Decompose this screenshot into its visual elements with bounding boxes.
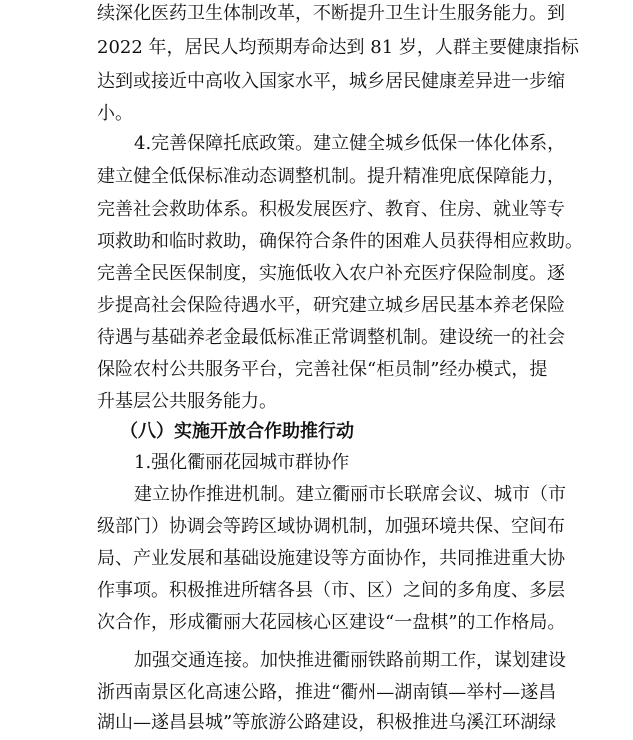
text-line-20-content: 次合作，形成衢丽大花园核心区建设“一盘棋”的工作格局。 bbox=[97, 612, 566, 633]
subsection-heading-text: 1.强化衢丽花园城市群协作 bbox=[134, 452, 350, 473]
text-line-4 bbox=[0, 97, 633, 131]
text-line-7 bbox=[0, 193, 633, 227]
text-line-5 bbox=[0, 127, 633, 161]
text-line-23-content: 湖山—遂昌县城”等旅游公路建设，积极推进乌溪江环湖绿 bbox=[97, 712, 557, 733]
text-line-20 bbox=[0, 606, 633, 640]
text-line-8 bbox=[0, 225, 633, 259]
text-line-10-content: 步提高社会保险待遇水平，研究建立城乡居民基本养老保险 bbox=[97, 295, 565, 316]
text-line-3 bbox=[0, 65, 633, 99]
text-line-19 bbox=[0, 574, 633, 608]
text-line-10 bbox=[0, 289, 633, 323]
section-heading-text: （八）实施开放合作助推行动 bbox=[120, 421, 354, 442]
text-line-1-content: 续深化医药卫生体制改革，不断提升卫生计生服务能力。到 bbox=[97, 3, 565, 24]
text-line-6 bbox=[0, 160, 633, 194]
text-line-18 bbox=[0, 542, 633, 576]
text-line-16 bbox=[0, 478, 633, 512]
text-line-6-content: 建立健全低保标准动态调整机制。提升精准兜底保障能力， bbox=[97, 166, 565, 187]
text-line-2 bbox=[0, 31, 633, 65]
text-line-22 bbox=[0, 676, 633, 710]
text-line-11-content: 待遇与基础养老金最低标准正常调整机制。建设统一的社会 bbox=[97, 327, 565, 348]
text-line-9-content: 完善全民医保制度，实施低收入农户补充医疗保险制度。逐 bbox=[97, 263, 565, 284]
section-heading bbox=[0, 415, 633, 449]
text-line-5-content: 4.完善保障托底政策。建立健全城乡低保一体化体系， bbox=[134, 133, 566, 154]
text-line-13-content: 升基层公共服务能力。 bbox=[97, 391, 277, 412]
text-line-23 bbox=[0, 706, 633, 740]
text-line-1 bbox=[0, 0, 633, 31]
text-line-17-content: 级部门）协调会等跨区域协调机制，加强环境共保、空间布 bbox=[97, 516, 565, 537]
text-line-21 bbox=[0, 644, 633, 678]
text-line-22-content: 浙西南景区化高速公路，推进“衢州—湖南镇—举村—遂昌 bbox=[97, 682, 557, 703]
text-line-2-content: 2022 年，居民人均预期寿命达到 81 岁，人群主要健康指标 bbox=[97, 37, 579, 58]
subsection-heading bbox=[0, 446, 633, 480]
text-line-4-content: 小。 bbox=[97, 103, 133, 124]
text-line-17 bbox=[0, 510, 633, 544]
text-line-7-content: 完善社会救助体系。积极发展医疗、教育、住房、就业等专 bbox=[97, 199, 565, 220]
text-line-8-content: 项救助和临时救助，确保符合条件的困难人员获得相应救助。 bbox=[97, 231, 583, 252]
text-line-12 bbox=[0, 353, 633, 387]
text-line-19-content: 作事项。积极推进所辖各县（市、区）之间的多角度、多层 bbox=[97, 580, 565, 601]
text-line-3-content: 达到或接近中高收入国家水平，城乡居民健康差异进一步缩 bbox=[97, 71, 565, 92]
text-line-13 bbox=[0, 385, 633, 419]
text-line-11 bbox=[0, 321, 633, 355]
text-line-12-content: 保险农村公共服务平台，完善社保“柜员制”经办模式，提 bbox=[97, 359, 548, 380]
text-line-18-content: 局、产业发展和基础设施建设等方面协作，共同推进重大协 bbox=[97, 548, 565, 569]
text-line-21-content: 加强交通连接。加快推进衢丽铁路前期工作，谋划建设 bbox=[134, 650, 566, 671]
text-line-9 bbox=[0, 257, 633, 291]
text-line-16-content: 建立协作推进机制。建立衢丽市长联席会议、城市（市 bbox=[134, 484, 566, 505]
